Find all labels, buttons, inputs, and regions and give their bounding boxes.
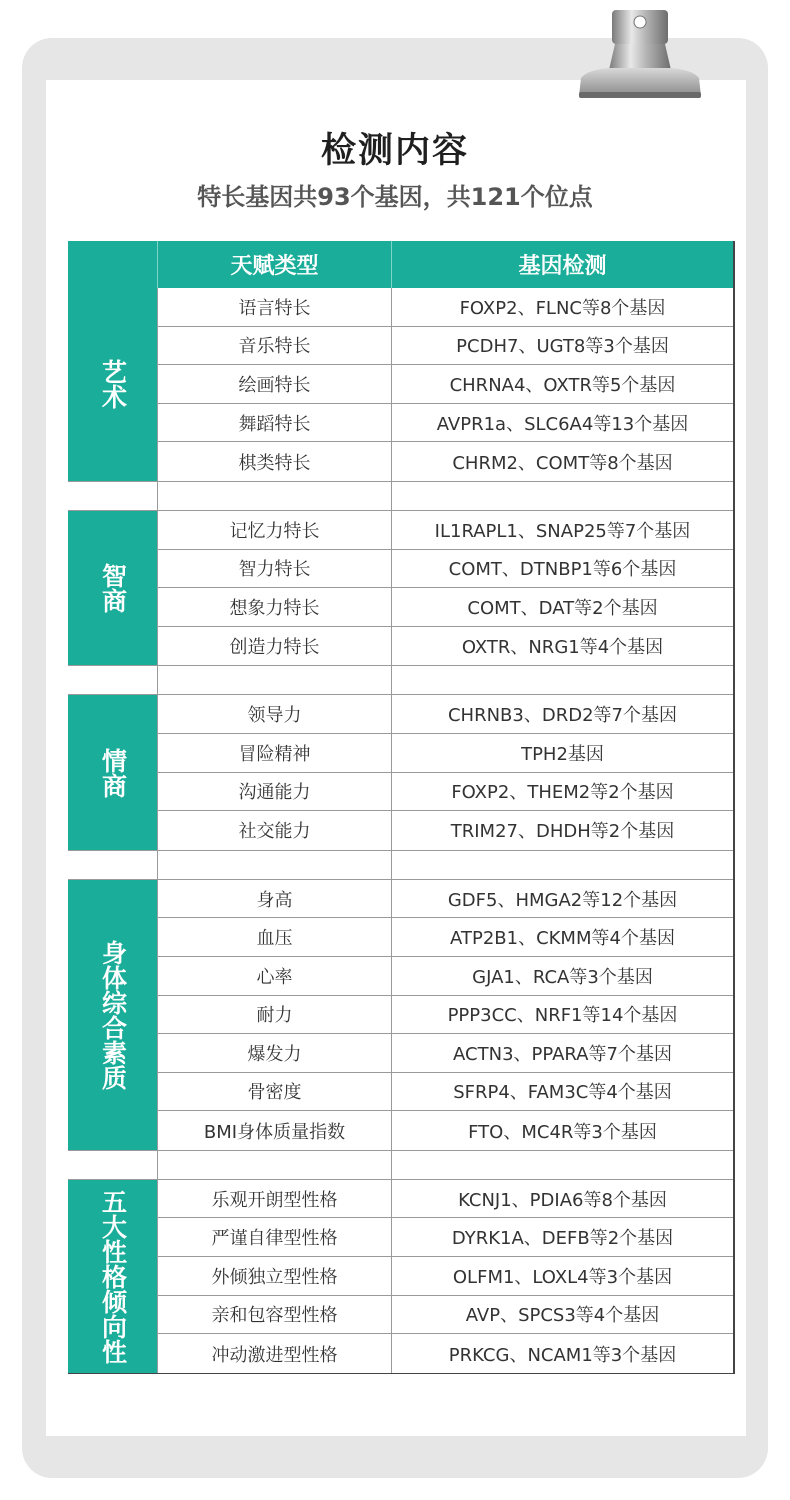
table-row bbox=[157, 288, 733, 327]
talent-type-cell: 心率 bbox=[157, 957, 391, 995]
table-row bbox=[157, 734, 733, 773]
gene-detection-cell: AVP、SPCS3等4个基因 bbox=[391, 1296, 733, 1334]
talent-type-cell: 棋类特长 bbox=[157, 442, 391, 481]
detection-table bbox=[68, 241, 735, 1374]
table-row bbox=[157, 996, 733, 1035]
gene-detection-cell: SFRP4、FAM3C等4个基因 bbox=[391, 1073, 733, 1111]
category-cell bbox=[68, 1180, 157, 1373]
table-row bbox=[157, 1073, 733, 1112]
talent-type-cell: 骨密度 bbox=[157, 1073, 391, 1111]
category-group bbox=[68, 511, 733, 665]
gene-detection-cell: TPH2基因 bbox=[391, 734, 733, 772]
table-row bbox=[157, 404, 733, 443]
talent-type-cell: 爆发力 bbox=[157, 1034, 391, 1072]
talent-type-cell: 身高 bbox=[157, 880, 391, 918]
table-row bbox=[157, 811, 733, 850]
talent-type-cell: 领导力 bbox=[157, 695, 391, 733]
category-cell bbox=[68, 288, 157, 481]
header-gene-detection: 基因检测 bbox=[391, 241, 733, 288]
gene-detection-cell: PRKCG、NCAM1等3个基因 bbox=[391, 1334, 733, 1373]
talent-type-cell: 创造力特长 bbox=[157, 627, 391, 666]
page-subtitle: 特长基因共93个基因，共121个位点 bbox=[197, 183, 593, 211]
category-cell bbox=[68, 880, 157, 1150]
talent-type-cell: 冒险精神 bbox=[157, 734, 391, 772]
talent-type-cell: 记忆力特长 bbox=[157, 511, 391, 549]
talent-type-cell: BMI身体质量指数 bbox=[157, 1111, 391, 1150]
spacer-cell bbox=[391, 851, 733, 879]
table-row bbox=[157, 1334, 733, 1373]
gene-detection-cell: FOXP2、THEM2等2个基因 bbox=[391, 773, 733, 811]
talent-type-cell: 外倾独立型性格 bbox=[157, 1257, 391, 1295]
gene-detection-cell: PCDH7、UGT8等3个基因 bbox=[391, 327, 733, 365]
talent-type-cell: 沟通能力 bbox=[157, 773, 391, 811]
group-spacer bbox=[68, 1150, 733, 1180]
header-category-cell bbox=[68, 241, 157, 288]
table-row bbox=[157, 1218, 733, 1257]
table-row bbox=[157, 1257, 733, 1296]
gene-detection-cell: ATP2B1、CKMM等4个基因 bbox=[391, 918, 733, 956]
gene-detection-cell: GJA1、RCA等3个基因 bbox=[391, 957, 733, 995]
spacer-cell bbox=[68, 482, 157, 510]
table-row bbox=[157, 918, 733, 957]
category-group bbox=[68, 288, 733, 481]
gene-detection-cell: ACTN3、PPARA等7个基因 bbox=[391, 1034, 733, 1072]
gene-detection-cell: GDF5、HMGA2等12个基因 bbox=[391, 880, 733, 918]
talent-type-cell: 严谨自律型性格 bbox=[157, 1218, 391, 1256]
gene-detection-cell: COMT、DTNBP1等6个基因 bbox=[391, 550, 733, 588]
gene-detection-cell: CHRNA4、OXTR等5个基因 bbox=[391, 365, 733, 403]
spacer-cell bbox=[157, 851, 391, 879]
talent-type-cell: 乐观开朗型性格 bbox=[157, 1180, 391, 1218]
spacer-cell bbox=[157, 482, 391, 510]
gene-detection-cell: CHRM2、COMT等8个基因 bbox=[391, 442, 733, 481]
category-label: 艺术 bbox=[98, 359, 128, 410]
spacer-cell bbox=[157, 1151, 391, 1179]
category-rows bbox=[157, 880, 733, 1150]
spacer-cell bbox=[391, 666, 733, 694]
talent-type-cell: 舞蹈特长 bbox=[157, 404, 391, 442]
spacer-cell bbox=[68, 851, 157, 879]
category-cell bbox=[68, 695, 157, 849]
table-row bbox=[157, 773, 733, 812]
spacer-cell bbox=[391, 482, 733, 510]
gene-detection-cell: FTO、MC4R等3个基因 bbox=[391, 1111, 733, 1150]
table-row bbox=[157, 957, 733, 996]
category-group bbox=[68, 1180, 733, 1373]
gene-detection-cell: CHRNB3、DRD2等7个基因 bbox=[391, 695, 733, 733]
gene-detection-cell: COMT、DAT等2个基因 bbox=[391, 588, 733, 626]
table-row bbox=[157, 550, 733, 589]
gene-detection-cell: FOXP2、FLNC等8个基因 bbox=[391, 288, 733, 326]
talent-type-cell: 智力特长 bbox=[157, 550, 391, 588]
table-body bbox=[68, 288, 733, 1373]
category-label: 身体综合素质 bbox=[98, 939, 128, 1090]
category-rows bbox=[157, 511, 733, 665]
group-spacer bbox=[68, 665, 733, 695]
gene-detection-cell: AVPR1a、SLC6A4等13个基因 bbox=[391, 404, 733, 442]
talent-type-cell: 亲和包容型性格 bbox=[157, 1296, 391, 1334]
spacer-cell bbox=[68, 666, 157, 694]
category-group bbox=[68, 880, 733, 1150]
clipboard-clip-icon bbox=[575, 8, 705, 100]
category-rows bbox=[157, 1180, 733, 1373]
table-row bbox=[157, 442, 733, 481]
table-row bbox=[157, 1180, 733, 1219]
gene-detection-cell: PPP3CC、NRF1等14个基因 bbox=[391, 996, 733, 1034]
table-row bbox=[157, 511, 733, 550]
group-spacer bbox=[68, 850, 733, 880]
gene-detection-cell: TRIM27、DHDH等2个基因 bbox=[391, 811, 733, 850]
table-row bbox=[157, 1111, 733, 1150]
talent-type-cell: 音乐特长 bbox=[157, 327, 391, 365]
spacer-cell bbox=[157, 666, 391, 694]
gene-detection-cell: DYRK1A、DEFB等2个基因 bbox=[391, 1218, 733, 1256]
page-title: 检测内容 bbox=[320, 131, 469, 171]
category-label: 情商 bbox=[98, 747, 128, 798]
table-row bbox=[157, 1296, 733, 1335]
table-row bbox=[157, 1034, 733, 1073]
header-talent-type: 天赋类型 bbox=[157, 241, 391, 288]
gene-detection-cell: IL1RAPL1、SNAP25等7个基因 bbox=[391, 511, 733, 549]
gene-detection-cell: OLFM1、LOXL4等3个基因 bbox=[391, 1257, 733, 1295]
table-row bbox=[157, 327, 733, 366]
spacer-cell bbox=[68, 1151, 157, 1179]
gene-detection-cell: KCNJ1、PDIA6等8个基因 bbox=[391, 1180, 733, 1218]
talent-type-cell: 想象力特长 bbox=[157, 588, 391, 626]
talent-type-cell: 耐力 bbox=[157, 996, 391, 1034]
table-row bbox=[157, 695, 733, 734]
category-group bbox=[68, 695, 733, 849]
category-rows bbox=[157, 288, 733, 481]
talent-type-cell: 社交能力 bbox=[157, 811, 391, 850]
table-header bbox=[68, 241, 733, 288]
talent-type-cell: 语言特长 bbox=[157, 288, 391, 326]
table-row bbox=[157, 880, 733, 919]
category-rows bbox=[157, 695, 733, 849]
talent-type-cell: 绘画特长 bbox=[157, 365, 391, 403]
table-row bbox=[157, 365, 733, 404]
category-label: 智商 bbox=[98, 563, 128, 614]
talent-type-cell: 血压 bbox=[157, 918, 391, 956]
talent-type-cell: 冲动激进型性格 bbox=[157, 1334, 391, 1373]
gene-detection-cell: OXTR、NRG1等4个基因 bbox=[391, 627, 733, 666]
category-cell bbox=[68, 511, 157, 665]
table-row bbox=[157, 588, 733, 627]
group-spacer bbox=[68, 481, 733, 511]
category-label: 五大性格倾向性 bbox=[98, 1188, 128, 1364]
spacer-cell bbox=[391, 1151, 733, 1179]
table-row bbox=[157, 627, 733, 666]
